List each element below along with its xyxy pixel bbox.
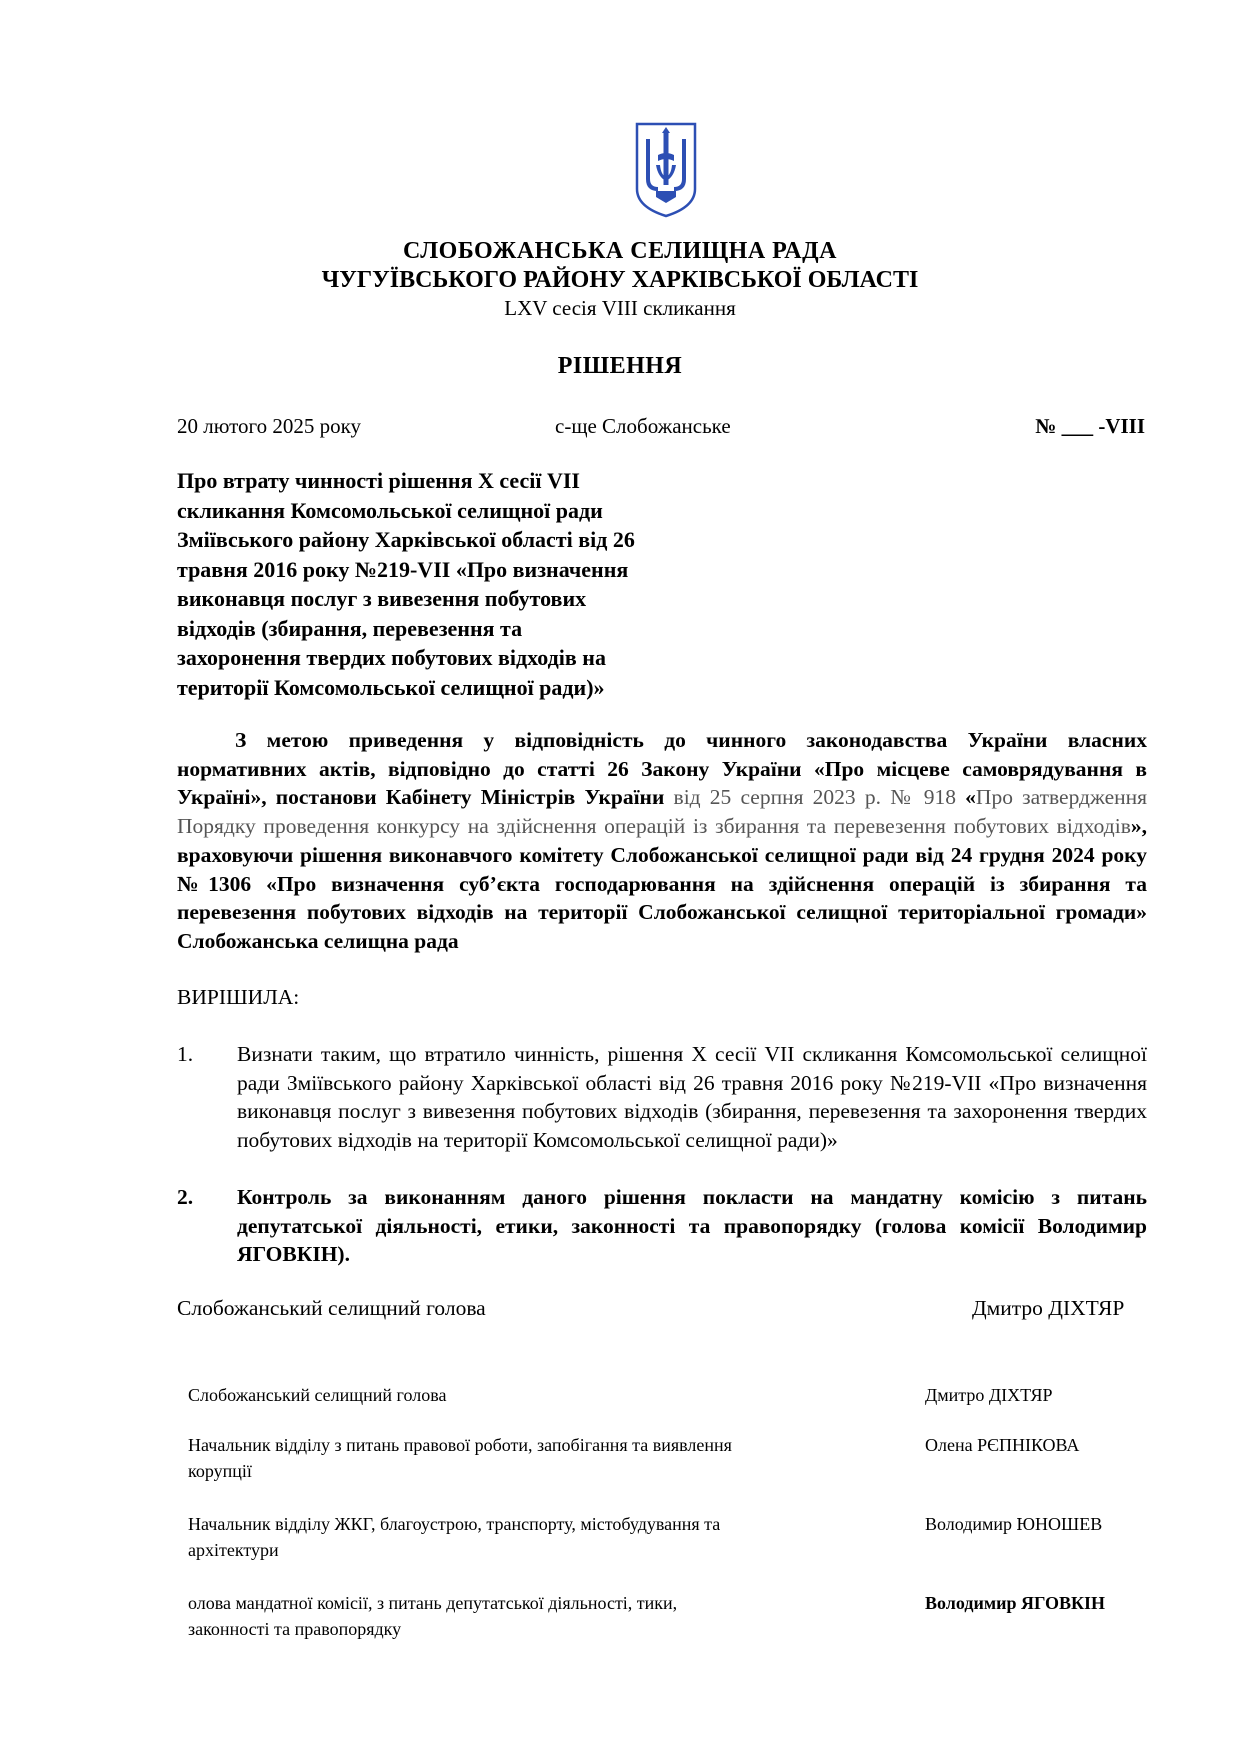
approval-name: Володимир ЮНОШЕВ: [925, 1514, 1103, 1534]
preamble-part: від 25 серпня 2023 р. № 918: [664, 785, 966, 810]
district-name: ЧУГУЇВСЬКОГО РАЙОНУ ХАРКІВСЬКОЇ ОБЛАСТІ: [321, 267, 919, 293]
preamble-paragraph: [177, 726, 1147, 956]
approval-position: Слобожанський селищний голова: [188, 1385, 447, 1405]
title-line: відходів (збирання, перевезення та: [177, 615, 523, 641]
title-line: території Комсомольської селищної ради)»: [177, 674, 605, 700]
title-line: Зміївського району Харківської області від 26: [177, 527, 635, 552]
title-line: травня 2016 року №219-VІІ «Про визначення: [177, 556, 629, 582]
approval-position: олова мандатної комісії, з питань депутатської діяльності, тики, законності та правопорядку: [188, 1593, 678, 1639]
decision-date: 20 лютого 2025 року: [177, 414, 362, 438]
session-label: LXV сесія VIII скликання: [504, 296, 736, 320]
approval-position: Начальник відділу ЖКГ, благоустрою, транспорту, містобудування та архітектури: [188, 1514, 721, 1560]
preamble-part: Про затвердження Порядку проведення конкурсу на здійснення операцій із збирання та перевезення побутових відходів: [177, 785, 1148, 839]
coat-of-arms-trident-icon: [634, 121, 698, 219]
signer-name: Дмитро ДІХТЯР: [972, 1296, 1125, 1320]
title-line: Про втрату чинності рішення Х сесії VІІ: [177, 468, 580, 493]
preamble-part: З метою приведення у відповідність до чинного законодавства України власних нормативних актів, відповідно до статті 26 Закону України «Про місцеве самоврядування в Україні», постанови Кабінету Міністрів України: [177, 728, 1147, 810]
title-line: виконавця послуг з вивезення побутових: [177, 586, 587, 611]
approval-name: Дмитро ДІХТЯР: [925, 1385, 1053, 1405]
item-text: Визнати таким, що втратило чинність, рішення X сесії VII скликання Комсомольської селищної ради Зміївського району Харківської області від 26 травня 2016 року №219-VII «Про визначення виконавця послуг з вивезення побутових відходів (збирання, перевезення та захоронення твердих побутових відходів на території Комсомольської селищної ради)»: [237, 1042, 1147, 1153]
signer-position: Слобожанський селищний голова: [177, 1296, 486, 1320]
decision-place: с-ще Слобожанське: [555, 414, 731, 438]
decision-number: № ___ -VIII: [1035, 414, 1145, 438]
item-text: Контроль за виконанням даного рішення покласти на мандатну комісію з питань депутатської діяльності, етики, законності та правопорядку (голова комісії Володимир ЯГОВКІН).: [237, 1185, 1147, 1267]
council-name: СЛОБОЖАНСЬКА СЕЛИЩНА РАДА: [403, 238, 837, 264]
document-type: РІШЕННЯ: [557, 353, 683, 379]
item-number: 1.: [177, 1042, 194, 1066]
preamble-part: », враховуючи рішення виконавчого комітету Слобожанської селищної ради від 24 грудня 2024 року №1306 «Про визначення суб’єкта господарювання на здійснення операцій із збирання та перевезення побутових відходів на території Слобожанської селищної територіальної громади» Слобожанська селищна рада: [177, 814, 1147, 953]
approval-name: Володимир ЯГОВКІН: [925, 1593, 1106, 1613]
approval-name: Олена РЄПНІКОВА: [925, 1435, 1080, 1455]
item-number: 2.: [177, 1185, 194, 1209]
title-line: захоронення твердих побутових відходів на: [177, 645, 606, 670]
approval-position: Начальник відділу з питань правової роботи, запобігання та виявлення корупції: [188, 1435, 732, 1481]
decided-label: ВИРІШИЛА:: [177, 985, 300, 1009]
title-line: скликання Комсомольської селищної ради: [177, 497, 603, 523]
preamble-part: «: [965, 785, 976, 810]
decision-title: [177, 466, 737, 702]
